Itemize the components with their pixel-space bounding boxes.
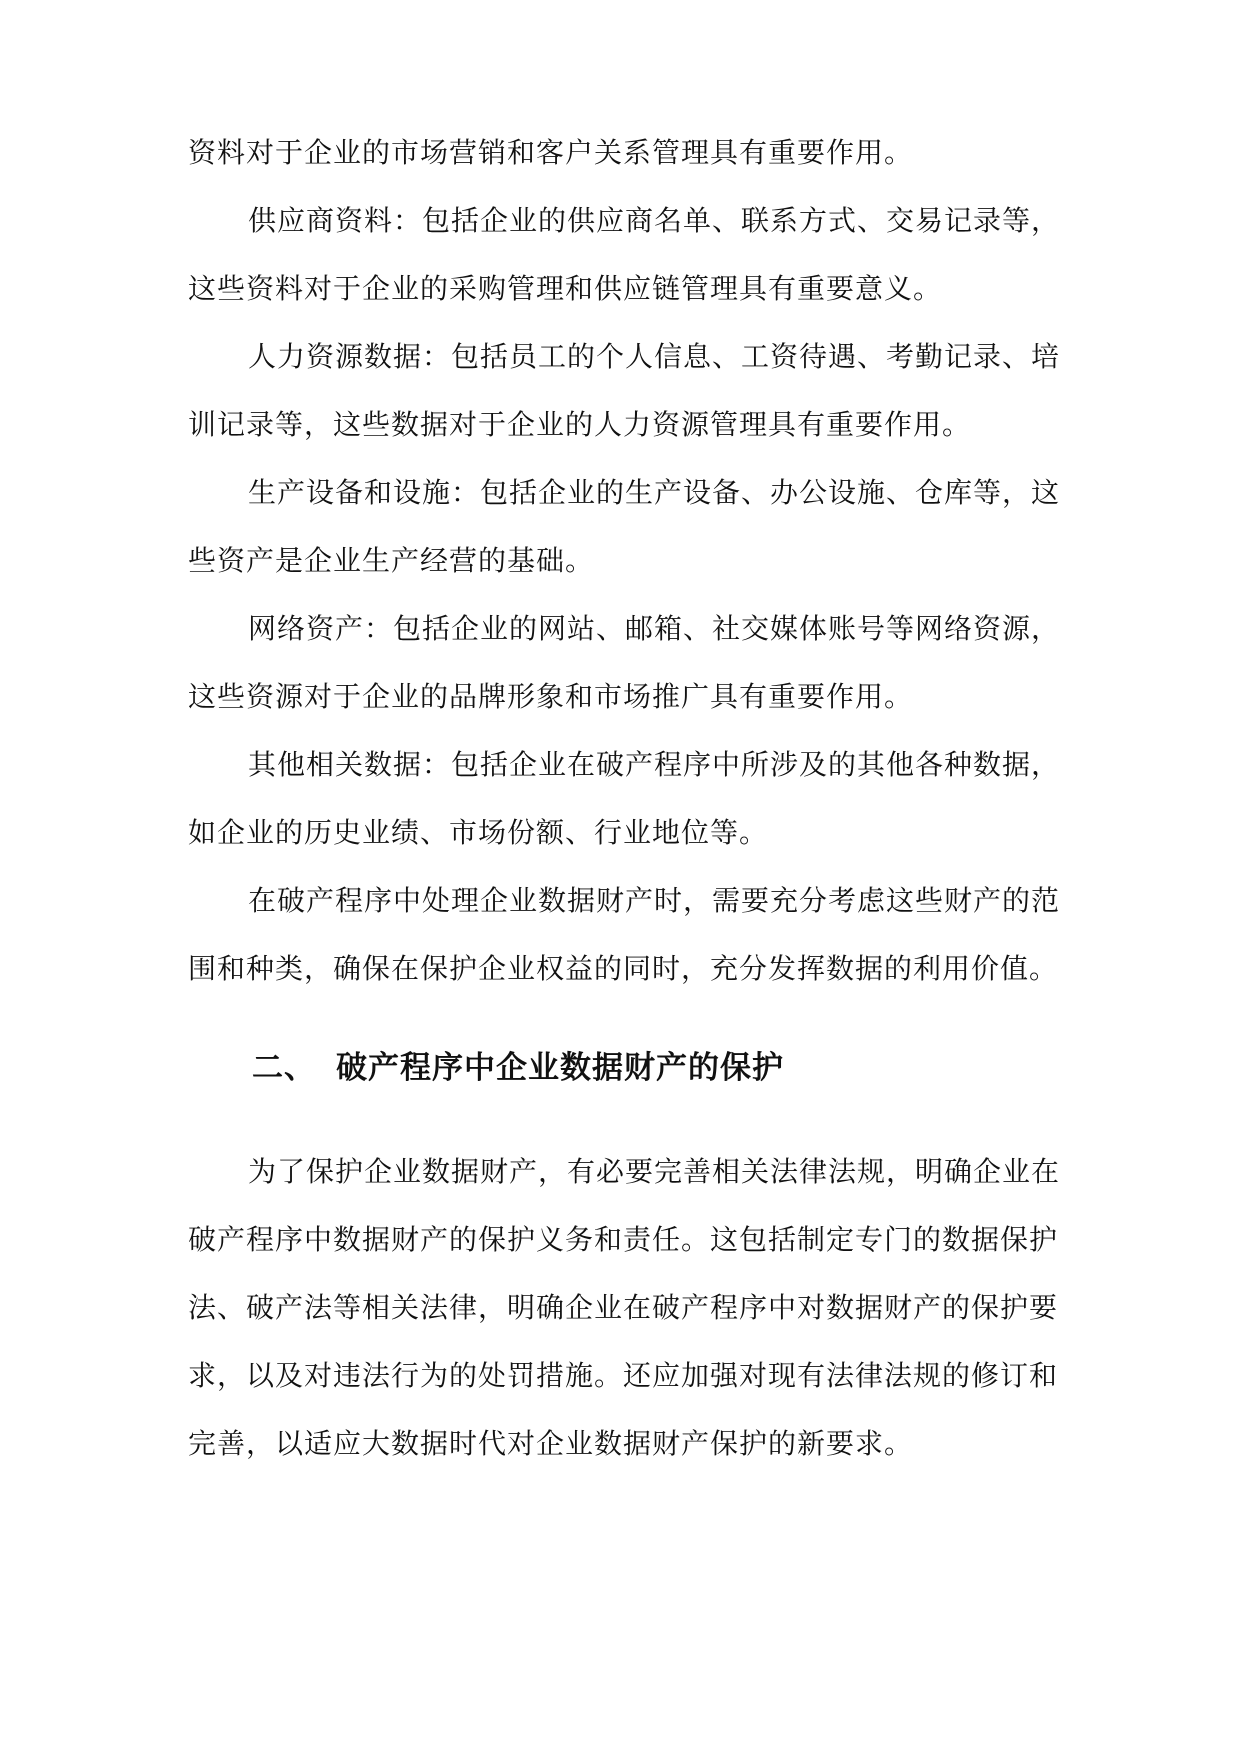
section-heading bbox=[252, 1046, 1052, 1090]
section-title: 破产程序中企业数据财产的保护 bbox=[336, 1050, 784, 1086]
paragraph-line: 供应商资料：包括企业的供应商名单、联系方式、交易记录等， bbox=[248, 204, 1061, 237]
paragraph-line: 人力资源数据：包括员工的个人信息、工资待遇、考勤记录、培 bbox=[248, 340, 1061, 373]
paragraph-line: 其他相关数据：包括企业在破产程序中所涉及的其他各种数据， bbox=[248, 748, 1061, 781]
paragraph-line: 资料对于企业的市场营销和客户关系管理具有重要作用。 bbox=[188, 136, 914, 169]
paragraph-line: 在破产程序中处理企业数据财产时，需要充分考虑这些财产的范 bbox=[248, 884, 1061, 917]
paragraph-line: 如企业的历史业绩、市场份额、行业地位等。 bbox=[188, 816, 769, 849]
section-number: 二、 bbox=[252, 1050, 316, 1086]
paragraph-line: 这些资料对于企业的采购管理和供应链管理具有重要意义。 bbox=[188, 272, 943, 305]
paragraph-line: 求，以及对违法行为的处罚措施。还应加强对现有法律法规的修订和 bbox=[188, 1359, 1059, 1392]
paragraph-line: 训记录等，这些数据对于企业的人力资源管理具有重要作用。 bbox=[188, 408, 972, 441]
paragraph-line: 完善，以适应大数据时代对企业数据财产保护的新要求。 bbox=[188, 1427, 914, 1460]
paragraph-line: 围和种类，确保在保护企业权益的同时，充分发挥数据的利用价值。 bbox=[188, 952, 1059, 985]
paragraph-line: 破产程序中数据财产的保护义务和责任。这包括制定专门的数据保护 bbox=[188, 1223, 1059, 1256]
paragraph-line: 法、破产法等相关法律，明确企业在破产程序中对数据财产的保护要 bbox=[188, 1291, 1059, 1324]
paragraph-line: 网络资产：包括企业的网站、邮箱、社交媒体账号等网络资源， bbox=[248, 612, 1061, 645]
paragraph-line: 些资产是企业生产经营的基础。 bbox=[188, 544, 595, 577]
paragraph-line: 生产设备和设施：包括企业的生产设备、办公设施、仓库等，这 bbox=[248, 476, 1061, 509]
paragraph-line: 为了保护企业数据财产，有必要完善相关法律法规，明确企业在 bbox=[248, 1155, 1061, 1188]
paragraph-line: 这些资源对于企业的品牌形象和市场推广具有重要作用。 bbox=[188, 680, 914, 713]
